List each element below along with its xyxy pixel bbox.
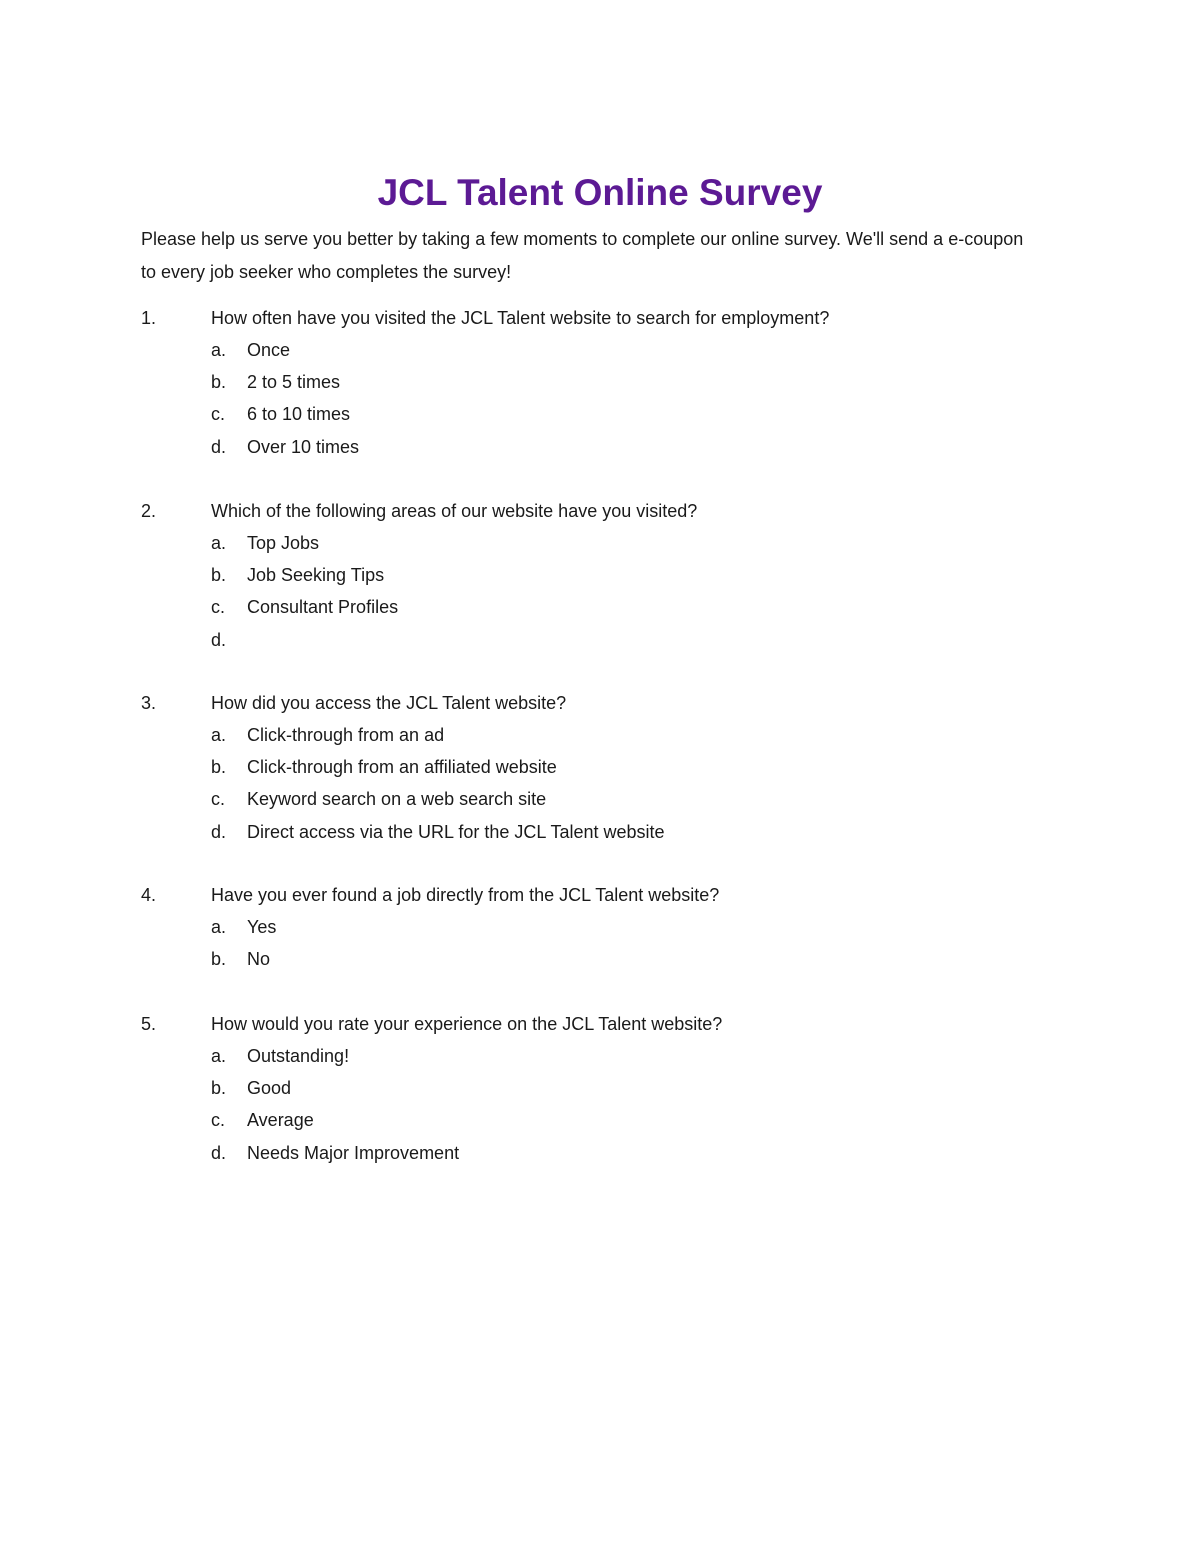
option-letter: b. (211, 565, 227, 586)
option-text: No (247, 949, 271, 970)
answer-option (141, 624, 1091, 656)
option-letter: c. (211, 597, 226, 618)
question-line (141, 687, 1091, 719)
option-letter: b. (211, 949, 227, 970)
option-text: 2 to 5 times (247, 372, 341, 393)
answer-option (141, 1072, 1091, 1104)
question-number: 2. (141, 501, 157, 521)
question-line (141, 1008, 1091, 1040)
answer-option (141, 783, 1091, 815)
option-text: 6 to 10 times (247, 404, 351, 425)
question-number: 4. (141, 885, 157, 905)
answer-option (141, 1137, 1091, 1169)
option-letter: b. (211, 372, 227, 393)
answer-option (141, 719, 1091, 751)
question-2 (141, 495, 1091, 656)
answer-option (141, 1040, 1091, 1072)
page-title: JCL Talent Online Survey (377, 172, 823, 213)
option-text: Direct access via the URL for the JCL Talent website (247, 821, 665, 842)
answer-option (141, 366, 1091, 398)
option-letter: c. (211, 404, 226, 425)
answer-option (141, 1104, 1091, 1136)
option-text: Average (247, 1110, 314, 1131)
question-5 (141, 1008, 1091, 1169)
question-1 (141, 302, 1091, 463)
option-letter: a. (211, 340, 227, 360)
question-line (141, 879, 1091, 911)
question-text: Which of the following areas of our website have you visited? (211, 501, 698, 521)
option-letter: a. (211, 917, 227, 937)
option-letter: a. (211, 725, 227, 745)
option-letter: d. (211, 629, 227, 650)
option-text: Needs Major Improvement (247, 1142, 460, 1163)
question-line (141, 302, 1091, 334)
question-number: 1. (141, 308, 157, 328)
option-text: Once (247, 340, 291, 360)
intro-paragraph: Please help us serve you better by taking a few moments to complete our online survey. We'll send a e-coupon to every job seeker who completes the survey! (141, 229, 1024, 282)
option-text: Good (247, 1078, 292, 1099)
question-number: 5. (141, 1014, 157, 1034)
option-text: Job Seeking Tips (247, 565, 385, 586)
answer-option (141, 334, 1091, 366)
question-text: How would you rate your experience on the JCL Talent website? (211, 1014, 723, 1034)
answer-option (141, 943, 1091, 975)
option-letter: a. (211, 533, 227, 553)
option-text: Outstanding! (247, 1046, 350, 1066)
question-number: 3. (141, 693, 157, 713)
option-text: Consultant Profiles (247, 597, 399, 618)
option-letter: d. (211, 1142, 227, 1163)
question-text: Have you ever found a job directly from the JCL Talent website? (211, 885, 720, 905)
option-text: Yes (247, 917, 277, 937)
answer-option (141, 559, 1091, 591)
option-text: Click-through from an ad (247, 725, 445, 745)
answer-option (141, 527, 1091, 559)
question-text: How often have you visited the JCL Talent website to search for employment? (211, 308, 830, 328)
option-letter: d. (211, 821, 227, 842)
option-letter: c. (211, 1110, 226, 1131)
option-text: Keyword search on a web search site (247, 789, 547, 810)
answer-option (141, 751, 1091, 783)
option-text: Over 10 times (247, 436, 360, 457)
question-line (141, 495, 1091, 527)
option-letter: d. (211, 436, 227, 457)
question-text: How did you access the JCL Talent website? (211, 693, 567, 713)
question-4 (141, 879, 1091, 975)
answer-option (141, 398, 1091, 430)
question-3 (141, 687, 1091, 848)
answer-option (141, 816, 1091, 848)
answer-option (141, 911, 1091, 943)
option-letter: a. (211, 1046, 227, 1066)
option-letter: b. (211, 757, 227, 778)
option-letter: c. (211, 789, 226, 810)
answer-option (141, 591, 1091, 623)
option-letter: b. (211, 1078, 227, 1099)
answer-option (141, 431, 1091, 463)
option-text: Top Jobs (247, 533, 320, 553)
option-text: Click-through from an affiliated website (247, 757, 557, 778)
